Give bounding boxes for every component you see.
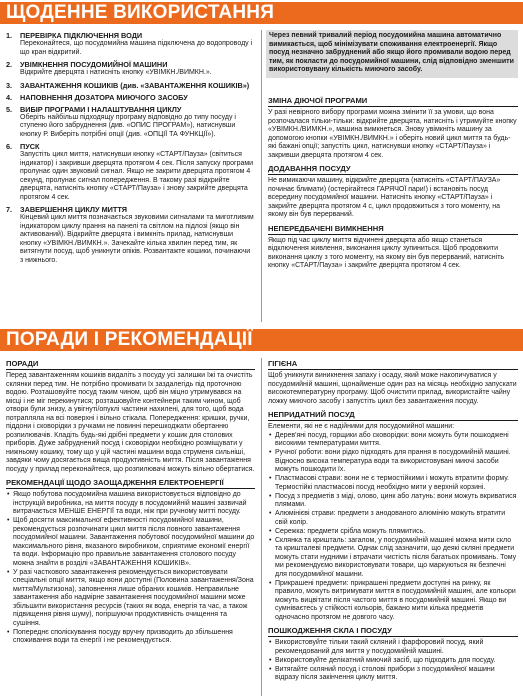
- step-item: [6, 205, 255, 265]
- section-title-glass-damage: ПОШКОДЖЕННЯ СКЛА І ПОСУДУ: [268, 626, 518, 637]
- section-banner-tips: ПОРАДИ І РЕКОМЕНДАЦІЇ: [0, 329, 523, 351]
- step-description: Запустіть цикл миття, натиснувши кнопку «СТАРТ/Пауза» (світиться індикатор) і закривши дверцята протягом 4 сек. Після запуску програми пролунає один звуковий сигнал. Якщо не закрити дверцята протягом 4 секунд, пролунає сигнал попередження. В такому разі відкрийте дверцята, натисніть кнопку «СТАРТ/Пауза» і знову закрийте дверцята протягом 4 сек.: [20, 151, 254, 201]
- step-number: 6.: [6, 142, 13, 151]
- list-item: • Дерев'яні посуд, горщики або сковорідки: вони можуть бути пошкоджені високими температурами миття.: [268, 432, 518, 449]
- glass-damage-list: [268, 639, 518, 683]
- step-description: Відкрийте дверцята і натисніть кнопку «УВІМКН./ВИМКН.».: [20, 69, 212, 76]
- step-number: 4.: [6, 92, 13, 102]
- note-text: Через певний тривалий період посудомийна машина автоматично вимикається, щоб мінімізувати споживання електроенергії. Якщо посуд незначно забруднений або якщо його промивали водою перед тим, як покласти до посудомийної машини, слід відповідно зменшити використовувану кількість миючого засобу.: [269, 32, 514, 73]
- unsuitable-dishes-list: [268, 432, 518, 623]
- column-divider: [261, 358, 262, 696]
- step-title: УВІМКНЕННЯ ПОСУДОМИЙНОЇ МАШИНИ: [20, 60, 168, 69]
- section-title-hygiene: ГІГІЄНА: [268, 359, 518, 370]
- section-title-add-dishes: ДОДАВАННЯ ПОСУДУ: [268, 164, 518, 175]
- list-item: • У разі часткового завантаження рекомендується використовувати спеціальні опції миття, якщо вони доступні (Половина завантаження/Зона миття/Мультизона), заповнення лише обраних кошиків. Неправильне завантаження або надмірне завантаження посудомийної машини може збільшити використання ресурсів (таких як вода, енергія та час, а також підвищення рівня шуму), погіршуючи продуктивність очищення та сушіння.: [6, 569, 255, 629]
- section-title-unsuitable-dishes: НЕПРИДАТНИЙ ПОСУД: [268, 410, 518, 421]
- step-description: Кінцевий цикл миття позначається звуковими сигналами та миготливим індикатором циклу прання на панелі та світлом на підлозі (якщо він активований). Відкрийте дверцята і вимкніть прилад, натиснувши кнопку «УВІМКН./ВИМКН.». Зачекайте кілька хвилин перед тим, як витягнути посуд, щоб уникнути опіків. Розвантажте кошики, починаючи з нижнього.: [20, 214, 254, 264]
- column-divider: [261, 30, 262, 322]
- top-right-column: [268, 96, 518, 271]
- daily-steps-column: [6, 31, 255, 268]
- list-item: • Сережка: предмети срібла можуть плямитись.: [268, 528, 518, 537]
- energy-tips-list: [6, 491, 255, 646]
- step-title: ПЕРЕВІРКА ПІДКЛЮЧЕННЯ ВОДИ: [20, 31, 143, 40]
- section-title-change-program: ЗМІНА ДІЮЧОЇ ПРОГРАМИ: [268, 96, 518, 107]
- list-item: • Використовуйте тільки такий скляний і фарфоровий посуд, який рекомендований для миття у посудомийній машині.: [268, 639, 518, 656]
- list-item: • Витягайте скляний посуд і столові прибори з посудомийної машини відразу після закінчення циклу миття.: [268, 666, 518, 683]
- section-text: У разі невірного вибору програми можна змінити її за умови, що вона розпочалася тільки-тільки: відкрийте дверцята, натисніть і утримуйте кнопку «УВІМКН./ВИМКН.», машина вимкнеться. Знову увімкніть машину за допомогою кнопки «УВІМКН./ВИМКН.» і оберіть новий цикл миття та будь-які бажані опції; запустіть цикл, натиснувши кнопку «СТАРТ/Пауза» і закривши дверцята протягом 4 сек.: [268, 109, 517, 159]
- step-title: НАПОВНЕННЯ ДОЗАТОРА МИЮЧОГО ЗАСОБУ: [20, 92, 188, 102]
- step-title: ЗАВЕРШЕННЯ ЦИКЛУ МИТТЯ: [20, 205, 127, 214]
- list-item: • Використовуйте делікатний миючий засіб, що підходить для посуду.: [268, 657, 518, 666]
- step-item: [6, 81, 255, 90]
- steps-list: [6, 31, 255, 265]
- list-item: • Якщо побутова посудомийна машина використовується відповідно до інструкцій виробника, на миття посуду в посудомийній машині зазвичай витрачається МЕНШЕ ЕНЕРГІЇ та води, ніж при ручному митті посуду.: [6, 491, 255, 517]
- list-item: • Склянка та кришталь: загалом, у посудомийній машині можна мити скло та кришталеві предмети. Однак слід зазначити, що деякі скляні предмети можуть стати нудними і втрачати чистість після багатьох промивань. Тому ми рекомендуємо використовувати товари, що маркуються як безпечні для посудомийної машини.: [268, 537, 518, 580]
- step-item: [6, 93, 255, 102]
- step-number: 2.: [6, 60, 13, 69]
- section-text: Не вимикаючи машину, відкрийте дверцята (натисніть «СТАРТ/ПАУЗА» починає блимати) (остерігайтеся ГАРЯЧОЇ пари!) і встановіть посуд всередину посудомийної машини. Натисніть кнопку «СТАРТ/Пауза» і закрийте дверцята протягом 4 с, цикл продовжиться з того моменту, на якому він був перерваний.: [268, 177, 501, 218]
- step-number: 3.: [6, 80, 13, 90]
- step-title: ПУСК: [20, 142, 40, 151]
- step-item: [6, 105, 255, 140]
- step-number: 7.: [6, 205, 13, 214]
- step-item: [6, 142, 255, 202]
- list-item: • Посуд з предметів з міді, олово, цинк або латунь: вони можуть вкриватися плямами.: [268, 493, 518, 510]
- section-banner-daily-use: ЩОДЕННЕ ВИКОРИСТАННЯ: [0, 2, 523, 24]
- tips-right-column: [268, 359, 518, 683]
- list-item: • Ручної роботи: вони рідко підходять для прання в посудомийній машині. Відносно висока температура води та використовувані миючі засоби можуть пошкодити їх.: [268, 449, 518, 475]
- section-text: Щоб уникнути виникнення запаху і осаду, який може накопичуватися у посудомийній машині, щонайменше один раз на місяць необхідно запускати високотемпературну програму. Щоб очистити прилад, використайте чайну ложку миючого засобу і запустіть цикл без завантаження посуду.: [268, 372, 517, 405]
- step-description: Переконайтеся, що посудомийна машина підключена до водопроводу і що кран відкритий.: [20, 40, 253, 56]
- section-text: Перед завантаженням кошиків видаліть з посуду усі залишки їжі та очистіть склянки перед тим. Не потрібно промивати їх заздалегідь під проточною водою. Розташовуйте посуд таким чином, щоб він міцно утримувався на місці і не міг перекинутися; розташовуйте контейнери таким чином, щоб отвори були знизу, а увігнуті/опуклі частини нахилені, для того, щоб вода потрапляла на всі поверхні і вільно стікала. Попередження: кришки, ручки, піддони і сковорідки з ручками не повинні перешкоджати обертанню розпилювачів. Кладіть будь-які дрібні предмети у кошик для столових приборів. Дуже забруднений посуд і сковорідки необхідно розміщувати у нижньому кошику, тому що у цій частині машини вода струменя сильніші, завдяки чому досягається вища продуктивність миття. Після завантаження посуду у прилад переконайтеся, що розпилювачі можуть вільно обертатися.: [6, 372, 255, 473]
- list-item: • Алюмінієві страви: предмети з анодованого алюмінію можуть втратити свій колір.: [268, 510, 518, 527]
- step-item: [6, 31, 255, 57]
- tips-left-column: [6, 359, 255, 646]
- section-title-tips: ПОРАДИ: [6, 359, 255, 370]
- list-item: • Пластмасові страви: вони не є термостійкими і можуть втратити форму. Термостійкі пластмасові посуд необхідно мити у верхній корзині.: [268, 475, 518, 492]
- list-item: • Щоб досягти максимальної ефективності посудомийної машини, рекомендується розпочинати цикл миття після повного завантаження посудомийної машини. Завантаження побутової посудомийної машини до максимального рівня, вказаного виробником, сприятиме економії енергії та води. Інформацію про правильне завантаження столового посуду можна знайти в розділі «ЗАВАНТАЖЕННЯ КОШИКІВ».: [6, 517, 255, 568]
- list-item: • Прикрашені предмети: прикрашені предмети доступні на ринку, як правило, можуть витримувати миття в посудомийній машині, але кольори можуть вицвітати після частого миття в посудомийній машині. Якщо ви сумніваєтесь у стійкості кольорів, бажано мити кілька предметів одночасно протягом не довгого часу.: [268, 580, 518, 623]
- list-item: • Попереднє споліскування посуду вручну призводить до збільшення споживання води та енергії і не рекомендується.: [6, 629, 255, 646]
- section-text: Якщо під час циклу миття відчинені дверцята або якщо станеться відключення живлення, виконання циклу зупиниться. Щоб продовжити виконання циклу з того моменту, на якому він був перерваний, натисніть кнопку «СТАРТ/Пауза» і закрийте дверцята протягом 4 сек.: [268, 236, 505, 269]
- step-description: Оберіть найбільш підходящу програму відповідно до типу посуду і ступеню його забруднення (див. «ОПИС ПРОГРАМ»), натиснувши кнопку Р. Виберіть потрібні опції (див. «ОПЦІЇ ТА ФУНКЦІЇ»).: [20, 113, 236, 138]
- section-intro: Елементи, які не є надійними для посудомийної машини:: [268, 423, 455, 430]
- step-item: [6, 60, 255, 78]
- note-box: [266, 30, 518, 78]
- section-title-unexpected-shutdown: НЕПЕРЕДБАЧЕНІ ВИМКНЕННЯ: [268, 224, 518, 235]
- step-number: 1.: [6, 31, 13, 40]
- section-title-energy-saving: РЕКОМЕНДАЦІЇ ЩОДО ЗАОЩАДЖЕННЯ ЕЛЕКТРОЕНЕРГІЇ: [6, 478, 255, 489]
- step-title: ЗАВАНТАЖЕННЯ КОШИКІВ (див. «ЗАВАНТАЖЕННЯ КОШИКІВ»): [20, 80, 250, 90]
- step-number: 5.: [6, 104, 13, 114]
- step-title: ВИБІР ПРОГРАМИ І НАЛАШТУВАННЯ ЦИКЛУ: [20, 104, 182, 114]
